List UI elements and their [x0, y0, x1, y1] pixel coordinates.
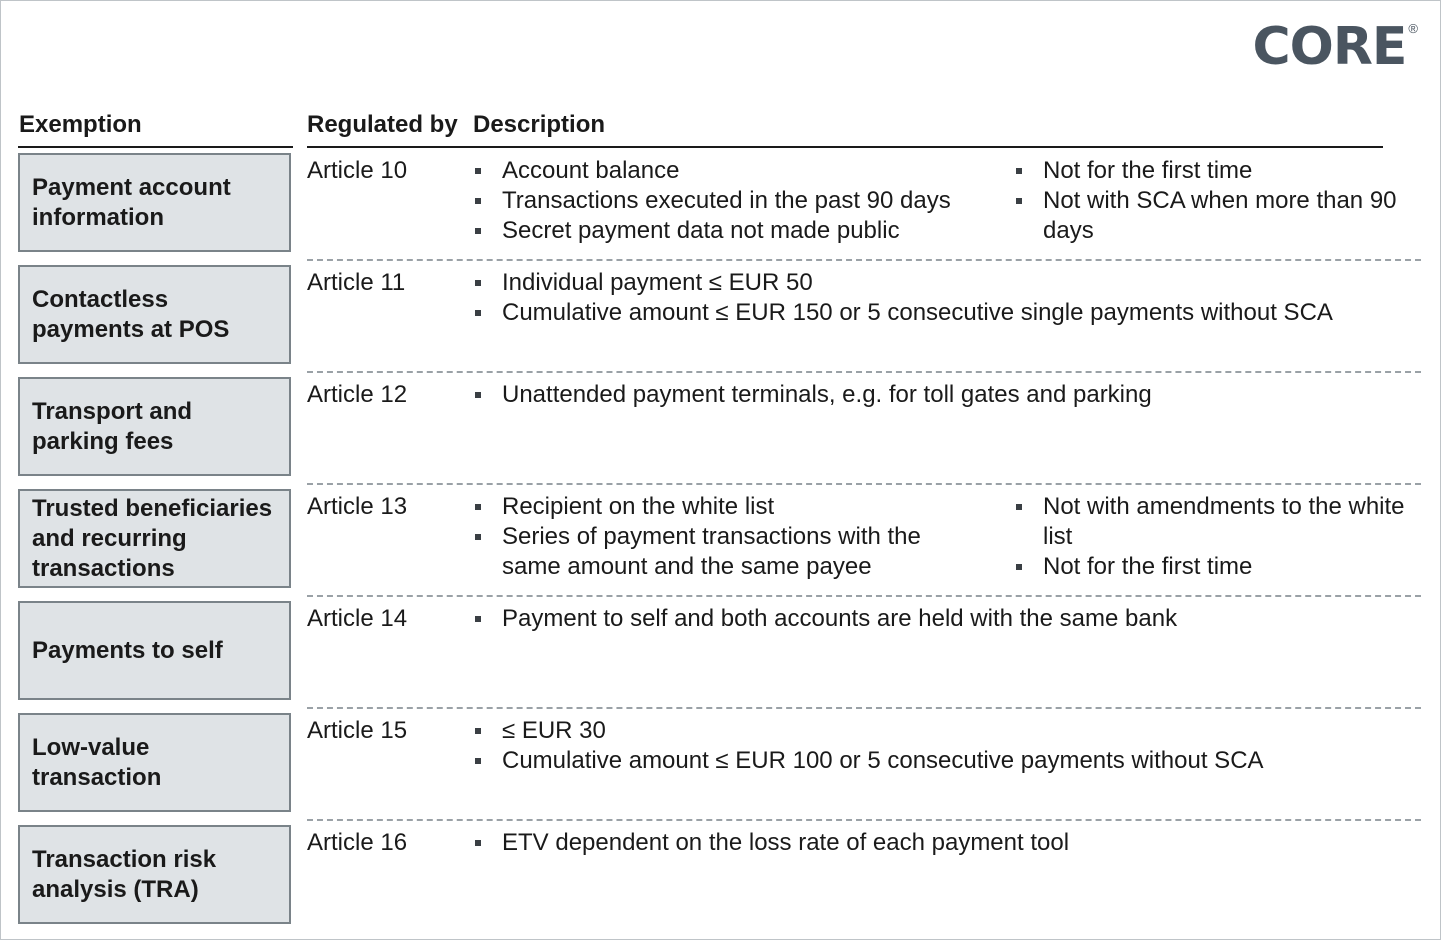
description-bullet: Cumulative amount ≤ EUR 100 or 5 consecutive payments without SCA	[473, 746, 1413, 776]
exemption-cell	[18, 489, 291, 588]
condition-bullet: Not with SCA when more than 90 days	[1014, 186, 1424, 246]
description-bullet: ETV dependent on the loss rate of each payment tool	[473, 828, 1413, 858]
article-reference: Article 12	[307, 381, 408, 408]
exemption-cell	[18, 265, 291, 364]
article-reference: Article 13	[307, 493, 408, 520]
exemption-cell	[18, 713, 291, 812]
description-list	[473, 604, 1413, 634]
exemption-cell	[18, 153, 291, 252]
description-bullet: Secret payment data not made public	[473, 216, 973, 246]
exemption-cell	[18, 601, 291, 700]
exemption-label: Transaction risk analysis (TRA)	[32, 845, 217, 903]
description-bullet: Recipient on the white list	[473, 492, 973, 522]
description-bullet: Payment to self and both accounts are held with the same bank	[473, 604, 1413, 634]
article-reference: Article 16	[307, 829, 408, 856]
condition-bullet: Not for the first time	[1014, 552, 1424, 582]
description-list	[473, 828, 1413, 858]
exemption-label: Trusted beneficiaries and recurring transactions	[32, 494, 273, 582]
exemption-label: Low-value transaction	[32, 733, 162, 791]
description-list	[473, 268, 1413, 328]
article-reference: Article 11	[307, 269, 406, 296]
description-bullet: Account balance	[473, 156, 973, 186]
exemption-label: Transport and parking fees	[32, 397, 193, 455]
description-bullet: ≤ EUR 30	[473, 716, 1413, 746]
row-separator	[307, 595, 1421, 597]
description-list	[473, 492, 973, 582]
logo-text: CORE	[1252, 17, 1407, 77]
header-description: Description	[473, 111, 606, 138]
description-list	[473, 716, 1413, 776]
exemption-cell	[18, 825, 291, 924]
condition-bullet: Not with amendments to the white list	[1014, 492, 1424, 552]
exemption-label: Payments to self	[32, 636, 223, 664]
description-list	[473, 156, 973, 246]
condition-bullet: Not for the first time	[1014, 156, 1424, 186]
registered-mark: ®	[1408, 21, 1418, 36]
description-bullet: Unattended payment terminals, e.g. for toll gates and parking	[473, 380, 1413, 410]
exemption-label: Contactless payments at POS	[32, 285, 230, 343]
header-rule-exemption	[18, 146, 293, 148]
header-rule-description	[307, 146, 1383, 148]
header-regulated-by: Regulated by	[307, 111, 458, 138]
description-bullet: Individual payment ≤ EUR 50	[473, 268, 1413, 298]
description-bullet: Series of payment transactions with the same amount and the same payee	[473, 522, 973, 582]
description-bullet: Transactions executed in the past 90 days	[473, 186, 973, 216]
condition-list	[1014, 156, 1424, 246]
exemption-label: Payment account information	[32, 173, 231, 231]
article-reference: Article 10	[307, 157, 408, 184]
row-separator	[307, 707, 1421, 709]
row-separator	[307, 259, 1421, 261]
description-bullet: Cumulative amount ≤ EUR 150 or 5 consecutive single payments without SCA	[473, 298, 1413, 328]
exemption-cell	[18, 377, 291, 476]
row-separator	[307, 483, 1421, 485]
condition-list	[1014, 492, 1424, 582]
description-list	[473, 380, 1413, 410]
article-reference: Article 14	[307, 605, 408, 632]
row-separator	[307, 371, 1421, 373]
row-separator	[307, 819, 1421, 821]
article-reference: Article 15	[307, 717, 408, 744]
core-logo	[1252, 19, 1418, 75]
header-exemption: Exemption	[19, 111, 142, 138]
